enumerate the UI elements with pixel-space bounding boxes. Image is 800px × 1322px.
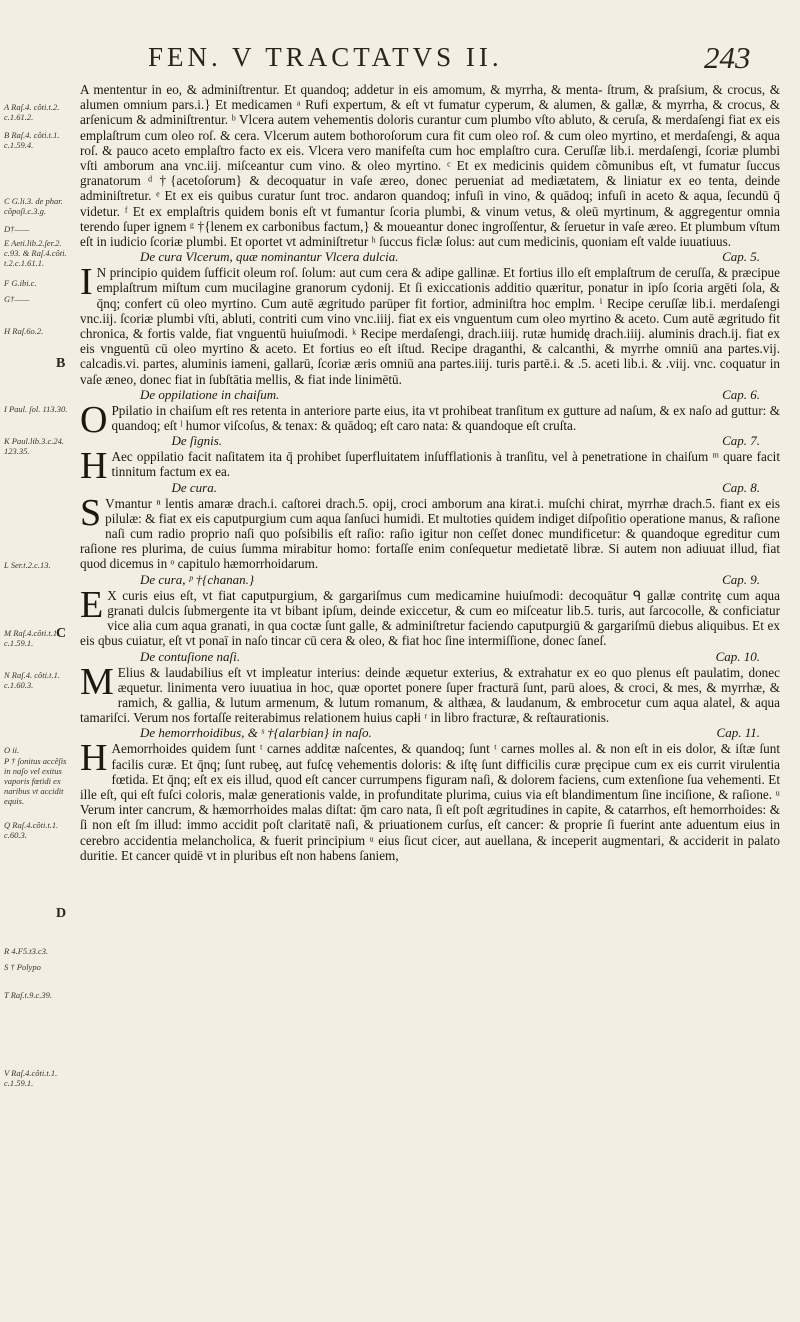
chapter-title: De oppilatione in chaiſum. <box>140 386 280 402</box>
margin-note: O ii. <box>4 745 20 755</box>
section-letter: C <box>56 626 67 641</box>
page-header <box>0 38 800 78</box>
chapter-number: Cap. 6. <box>722 386 760 402</box>
chapter-number: Cap. 7. <box>722 433 760 449</box>
drop-initial: M <box>80 660 114 703</box>
chapter-title: De hemorrhoidibus, & ˢ †{alarbian} in naſo. <box>140 725 372 741</box>
paragraph-text: N principio quidem ſufficit oleum roſ. ſolum: aut cum cera & adipe gallinæ. Et fortius illo eſt emplaſtrum de ceruſſa, & præcipue emplaſtrum miſtum cum mucilagine granorum cydonij. Et ſi exiccationis additio quæritur, ponatur in ipſo ſcoria argēti ſola, & q̄nq; confert cū oleo myrtino. Cum autē ægritudo parūper fit fortior, adminiſtra hoc emplm. ⁱ Recipe ceruſſæ lib.i. merdaſengi vnc.iij. ſcoriæ plumbi vſti, abluti, contriti cum vino vnc.iiij. fiat ex eis vnguentum cum oleo myrtino & aceto. Cum autē ægritudo fit chronica, & fortis valde, fiat vnguentū huiuſmodi. ᵏ Recipe merdaſengi, drach.iiij. rutæ humidę drach.iiij. aluminis drach.ij. fiat ex eis vnguentū cū oleo myrtino & aceto. Et fortius eo eſt iſtud. Recipe draganthi, & calcanthi, & myrrhe omniū ana partes.vij. calcadis.vi. partes, aluminis iameni, gallarū, ſcoriæ æris omniū ana partes.iiij. turis partē.i. & .5. aceti lib.i. & .viij. vnc. coquatur in vaſe æneo, donec fiat in ſubſtātia mellis, & fiat inde linimētū. <box>80 265 780 387</box>
chapter-heading <box>80 387 780 403</box>
margin-note: A Raſ.4. côti.t.2. c.1.61.2. <box>4 102 60 122</box>
page-number: 243 <box>704 40 751 75</box>
margin-note: M Raſ.4.côti.t.1. c.1.59.1. <box>4 628 60 648</box>
margin-notes-column <box>0 0 72 1322</box>
margin-note: E Aeti.lib.2.ſer.2. c.93. & Raſ.4.côti. t.2.c.1.61.1. <box>4 238 67 268</box>
paragraph-text: Vmantur ⁿ lentis amaræ drach.i. caſtorei drach.5. opij, croci amborum ana kirat.i. muſchi chirat, myrrhæ drach.5. fiant ex eis pilulæ: & fiat ex eis caputpurgium cum aqua ſanſuci humidi. Et multoties quidem indiget diſpoſitio operatione manus, & raſione naſi cum radio proprio naſi quo poſsibilis eſt raſio: raſio igitur non ceſſet donec mundificetur: & quandoque egreditur cum raſione res plurima, de cuius ſumma mirabitur homo: fortaſſe enim conſequetur medietatē libræ. Si autem non adiuuat illud, fiat quod dicemus in ᵒ capitulo hæmorrhoidarum. <box>80 495 780 572</box>
margin-note: Q Raſ.4.côti.t.1. c.60.3. <box>4 820 59 840</box>
paragraph-text: Ppilatio in chaiſum eſt res retenta in anteriore parte eius, ita vt prohibeat tranſitum ex gutture ad naſum, & ex naſo ad guttur: & quandoq; eſt ˡ humor viſcoſus, & tenax: & quādoq; eſt caro nata: & quandoque eſt cruſta. <box>111 402 780 434</box>
drop-initial: H <box>80 445 108 488</box>
drop-initial: E <box>80 583 104 626</box>
chapter-number: Cap. 10. <box>715 648 760 664</box>
drop-initial: H <box>80 737 108 780</box>
paragraph-text: Elius & laudabilius eſt vt impleatur interius: deinde æquetur exterius, & extrahatur ex eo quo plenus eſt paulatim, donec æquetur. linimenta vero iuuatiua in hoc, quæ oportet ponere ſuper fracturā ſunt, parū aloes, & croci, & mes, & myrrhæ, & ramich, & gallia, & lutum armenum, & lutum romanum, & althæa, & laudanum, & embrocetur cum aqua alatel, & aqua tamariſci. Verum nos fortaſſe reiterabimus relationem huius capłi ʳ in libro fracturæ, & reſtaurationis. <box>80 664 780 726</box>
margin-note: F G.ibi.c. <box>4 278 37 288</box>
paragraph-text: X curis eius eſt, vt fiat caputpurgium, & gargariſmus cum medicamine huiuſmodi: decoquātur ᑫ gallæ contritę cum aqua granati dulcis ſubmergente ita vt bibant ipſum, deinde exiccetur, & cum eo miſceatur lib.5. turis, aut ſarcocolle, & conficiatur vice alia cum aqua granati, in qua coctæ ſunt galle, & adminiſtretur faciendo caputpurgiū & gargariſmū diebus aliquibus. Et ex eis qbus cuiatur, eſt vt ponaī in naſo tincar cū cera & oleo, & fiat hoc ſine intermiſſione, donec ſaneſ. <box>80 587 780 649</box>
margin-note: D†—— <box>4 224 30 234</box>
margin-note: B Raſ.4. côti.t.1. c.1.59.4. <box>4 130 60 150</box>
margin-note: R 4.F5.t3.c3. <box>4 946 49 956</box>
margin-note: S † Polypo <box>4 962 41 972</box>
margin-note: T Raſ.t.9.c.39. <box>4 990 53 1000</box>
margin-note: G†—— <box>4 294 30 304</box>
chapter-title: De contuſione naſi. <box>140 648 241 664</box>
text-paragraph <box>80 82 780 249</box>
paragraph-text: Aec oppilatio facit naſitatem ita q̄ prohibet ſuperfluitatem inſufflationis à tranſitu, vel à penetratione in chaiſum ᵐ quare facit tinnitum factum ex ea. <box>111 449 780 480</box>
drop-initial: O <box>80 398 108 441</box>
running-head: FEN. V TRACTATVS II. <box>148 42 503 72</box>
chapter-heading <box>111 433 780 449</box>
text-paragraph <box>80 491 780 572</box>
chapter-title: De ſignis. <box>171 433 223 449</box>
chapter-number: Cap. 8. <box>722 479 760 495</box>
margin-note: N Raſ.4. côti.t.1. c.1.60.3. <box>4 670 60 690</box>
chapter-heading <box>80 249 780 265</box>
text-paragraph <box>80 261 780 387</box>
margin-note: V Raſ.4.côti.t.1. c.1.59.1. <box>4 1068 58 1088</box>
margin-note: I Paul. ſol. 113.30. <box>4 404 68 414</box>
margin-note: L Ser.t.2.c.13. <box>4 560 51 570</box>
chapter-title: De cura, ᵖ †{chanan.} <box>140 571 255 587</box>
margin-note: K Paul.lib.3.c.24. 123.35. <box>4 436 64 456</box>
margin-note: H Raſ.6o.2. <box>4 326 44 336</box>
chapter-number: Cap. 9. <box>722 571 760 587</box>
paragraph-text: A mententur in eo, & adminiſtrentur. Et quandoq; addetur in eis amomum, & myrrha, & menta‑ ſtrum, & praſsium, & crocus, & alumen omnium pars.i.} Et medicamen ᵃ Rufi expertum, & eſt vt fumatur cyperum, & alumen, & gallæ, & myrrha, & crocus, & arſenicum & adminiſtrentur. ᵇ Vlcera autem vehementis doloris curantur cum plumbo vſto abluto, & ceruſa, & merdaſengi fiat ex eis emplaſtrum cum oleo roſ. & cera. Vlcerum autem bothoroſorum cura fit cum oleo roſ. & cum oleo myrtino, et merdaſengi, & aqua roſ. & pauco aceto emplaſtro facto ex eis. Vlcera vero manifeſta cum hoc emplaſtro cura. Ceruſſæ lib.i. merdaſengi, ſcoriæ plumbi vſti amborum ana vnc.iij. miſceantur cum vino. & oleo myrtino. ᶜ Et ex medicinis quidem cõmunibus eſt, vt fumatur ſuccus granatorum ᵈ †{acetoſorum} & decoquatur in vaſe æreo, donec perueniat ad mediætatem, & liniatur ex eo tenta, deinde adminiſtretur. ᵉ Et ex eis quibus curatur ſunt troc. andaron quandoq; infuſi in vino, & quādoq; infuſi in aceto & aqua, ſecundū q̄ videtur. ᶠ Et ex emplaſtris quidem bonis eſt vt fumantur ſcoria plumbi, & vinum vetus, & oleū myrtinum, & aggregentur omnia terendo ſuper ignem ᵍ †{lenem ex carbonibus factum,} & moueantur donec ingroſſentur, & ſeruetur in vaſe æreo. Et plumbum vſtum eſt in iudicio ſcoriæ plumbi. Et oportet vt adminiſtretur ʰ ſuccus ficlæ ſolus: aut cum medicinis, quoniam eſt valde iuuatiuus. <box>80 82 780 250</box>
text-paragraph <box>80 583 780 649</box>
chapter-number: Cap. 5. <box>722 249 760 265</box>
chapter-heading <box>111 480 780 496</box>
text-paragraph <box>80 737 780 863</box>
chapter-number: Cap. 11. <box>716 725 760 741</box>
drop-initial: S <box>80 491 102 534</box>
margin-note: C G.li.3. de phar. côpoſi.c.3.g. <box>4 196 63 216</box>
main-text <box>80 82 780 1302</box>
section-letter: B <box>56 356 66 371</box>
text-paragraph <box>80 660 780 726</box>
chapter-heading <box>80 572 780 588</box>
margin-note: P † ſonitus accêſis in naſo vel exitus vaporis fœtidi ex naribus vt accidit equis. <box>4 756 67 806</box>
chapter-title: De cura Vlcerum, quæ nominantur Vlcera dulcia. <box>140 249 399 265</box>
paragraph-text: Aemorrhoides quidem ſunt ᵗ carnes additæ naſcentes, & quandoq; ſunt ᵗ carnes molles al. & non eſt in eis dolor, & iſtæ ſunt facilis curæ. Et q̄nq; ſunt rubeę, aut fuſcę vehementis doloris: & iſtę ſunt difficilis curæ pręcipue cum ex eis currit virulentia fœtida. Et q̄nq; eſt ex eis illud, quod eſt cancer currumpens figuram naſi, & dolorem faciens, cum extenſione ſua vehementi. Et ille eſt, qui eſt fuſci coloris, malæ generationis valde, in profunditate plurima, cuius via eſt blandimentum ſine inciſione, & raſione. ᵘ Verum inter cancrum, & hæmorrhoides malas diſtat: q̄m caro nata, ſi eſt poſt ægritudines in capite, & catarrhos, eſt hemorrhoides: & ſi non eſt ſm illud: immo accidit poſt claritatē naſi, & priuationem curſus, eſt cancer: & proprie ſi fuerint ante aduentum eius in cerebro accidentia melancholica, & fuerit principium ᵘ eius ſicut cicer, aut auellana, & inceperit augmentari, & acciderit in palato duritie. Et cancer quidē vt in pluribus eſt non habens ſaniem, <box>80 741 780 863</box>
chapter-heading <box>80 725 780 741</box>
section-letter: D <box>56 906 67 921</box>
chapter-title: De cura. <box>171 479 217 495</box>
drop-initial: I <box>80 261 93 304</box>
chapter-heading <box>80 649 780 665</box>
